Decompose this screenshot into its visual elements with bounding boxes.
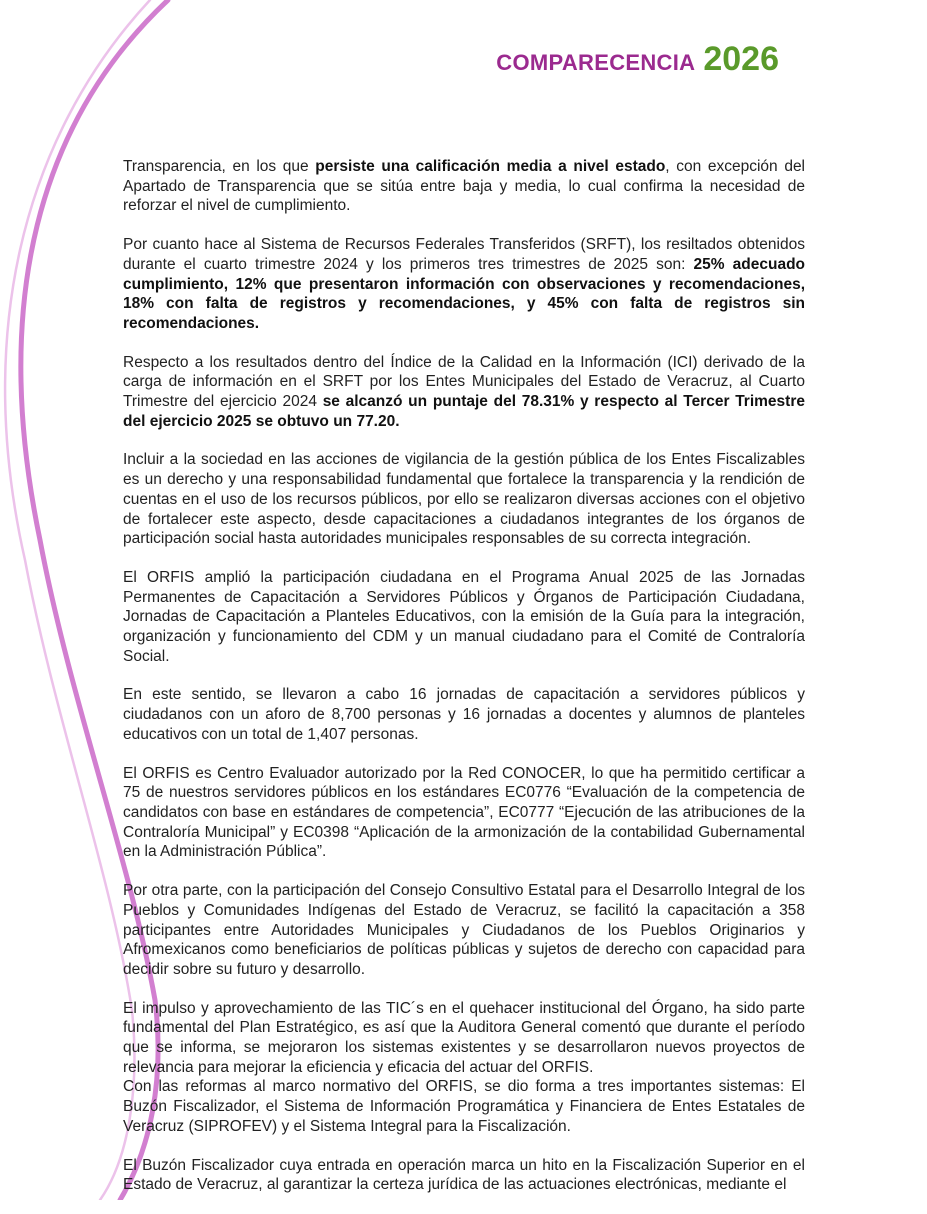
paragraph-reformas: Con las reformas al marco normativo del ORFIS, se dio forma a tres importantes sistemas: El Buzón Fiscalizador, el Sistema de Información Programática y Financiera de Entes Estatales de Veracruz (SIPROFEV) y el Sistema Integral para la Fiscalización.	[123, 1078, 805, 1135]
paragraph-pueblos: Por otra parte, con la participación del Consejo Consultivo Estatal para el Desarrollo Integral de los Pueblos y Comunidades Indígenas del Estado de Veracruz, se facilitó la capacitación a 358 participantes entre Autoridades Municipales y Ciudadanos de los Pueblos Originarios y Afromexicanos como beneficiarios de políticas públicas y sujetos de derecho con capacidad para decidir sobre su futuro y desarrollo.	[123, 882, 805, 978]
paragraph-transparencia: Transparencia, en los que persiste una calificación media a nivel estado, con excepción del Apartado de Transparencia que se sitúa entre baja y media, lo cual confirma la necesidad de reforzar el nivel de cumplimiento.	[123, 158, 806, 215]
paragraph-tics: El impulso y aprovechamiento de las TIC´s en el quehacer institucional del Órgano, ha sido parte fundamental del Plan Estratégico, es así que la Auditora General comentó que durante el período que se informa, se mejoraron los sistemas existentes y se desarrollaron nuevos proyectos de relevancia para mejorar la eficiencia y eficacia del actuar del ORFIS.	[123, 999, 805, 1076]
document-body	[123, 157, 805, 1214]
paragraph-buzon: El Buzón Fiscalizador cuya entrada en operación marca un hito en la Fiscalización Superior en el Estado de Veracruz, al garantizar la certeza jurídica de las actuaciones electrónicas, mediante el	[123, 1156, 805, 1194]
bold-phrase: se alcanzó un puntaje del 78.31% y respecto al Tercer Trimestre del ejercicio 2025 se obtuvo un 77.20.	[123, 393, 805, 430]
page-header	[496, 40, 779, 79]
header-title-word: COMPARECENCIA	[496, 50, 696, 75]
header-title-year: 2026	[703, 40, 779, 78]
paragraph-jornadas: En este sentido, se llevaron a cabo 16 jornadas de capacitación a servidores públicos y ciudadanos con un aforo de 8,700 personas y 16 jornadas a docentes y alumnos de planteles educativos con un total de 1,407 personas.	[123, 686, 805, 743]
paragraph-ici: Respecto a los resultados dentro del Índice de la Calidad en la Información (ICI) derivado de la carga de información en el SRFT por los Entes Municipales del Estado de Veracruz, al Cuarto Trimestre del ejercicio 2024 se alcanzó un puntaje del 78.31% y respecto al Tercer Trimestre del ejercicio 2025 se obtuvo un 77.20.	[123, 353, 805, 430]
paragraph-conocer: El ORFIS es Centro Evaluador autorizado por la Red CONOCER, lo que ha permitido certificar a 75 de nuestros servidores públicos en los estándares EC0776 “Evaluación de la competencia de candidatos con base en estándares de competencia”, EC0777 “Ejecución de las atribuciones de la Contraloría Municipal” y EC0398 “Aplicación de la armonización de la contabilidad Gubernamental en la Administración Pública”.	[123, 764, 805, 861]
bold-phrase: 25% adecuado cumplimiento, 12% que presentaron información con observaciones y recomendaciones, 18% con falta de registros y recomendaciones, y 45% con falta de registros sin recomendaciones.	[123, 255, 806, 332]
paragraph-participacion: El ORFIS amplió la participación ciudadana en el Programa Anual 2025 de las Jornadas Permanentes de Capacitación a Servidores Públicos y Órganos de Participación Ciudadana, Jornadas de Capacitación a Planteles Educativos, con la emisión de la Guía para la integración, organización y funcionamiento del CDM y un manual ciudadano para el Comité de Contraloría Social.	[123, 568, 805, 665]
paragraph-sociedad: Incluir a la sociedad en las acciones de vigilancia de la gestión pública de los Entes Fiscalizables es un derecho y una responsabilidad fundamental que fortalece la transparencia y la rendición de cuentas en el uso de los recursos públicos, por ello se realizaron diversas acciones con el objetivo de fortalecer este aspecto, desde capacitaciones a ciudadanos integrantes de los órganos de participación social hasta autoridades municipales responsables de su correcta integración.	[123, 451, 805, 548]
bold-phrase: persiste una calificación media a nivel estado	[315, 158, 666, 175]
paragraph-srft: Por cuanto hace al Sistema de Recursos Federales Transferidos (SRFT), los resiltados obtenidos durante el cuarto trimestre 2024 y los primeros tres trimestres de 2025 son: 25% adecuado cumplimiento, 12% que presentaron información con observaciones y recomendaciones, 18% con falta de registros y recomendaciones, y 45% con falta de registros sin recomendaciones.	[123, 236, 806, 332]
